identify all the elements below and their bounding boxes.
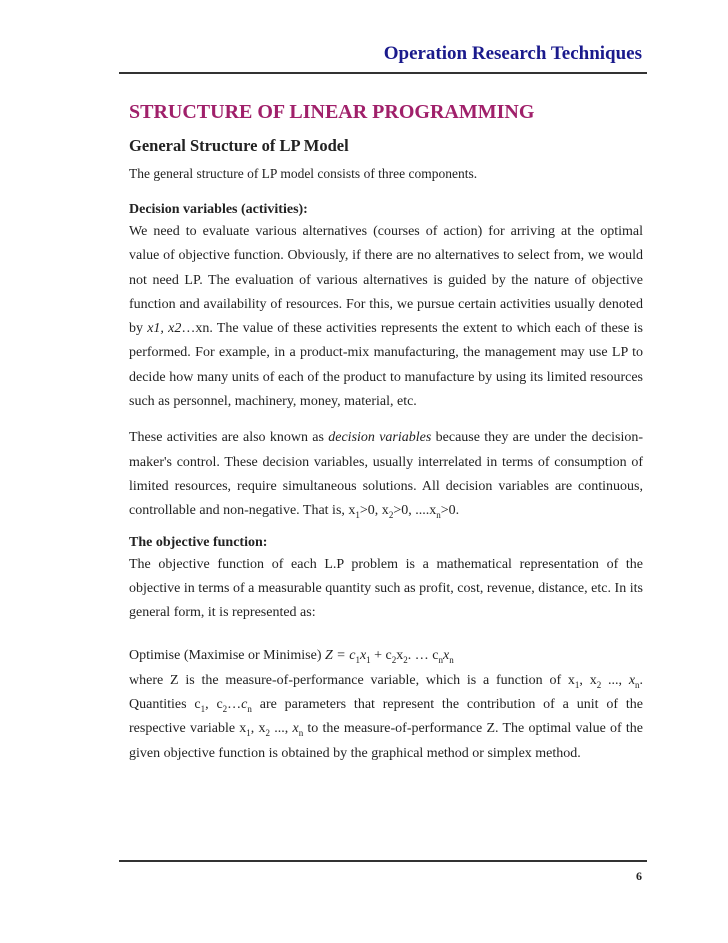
objective-formula: Optimise (Maximise or Minimise) $Z = c_1x_1 + c_2x_2$. … $c_nx_n$ [129, 648, 454, 666]
objective-function-label: The objective function: [129, 534, 268, 550]
objective-explanation-paragraph: where Z is the measure-of-performance variable, which is a function of $x_1$, $x_2$ ..., $x_n$. Quantities $c_1$, $c_2\dots c_n$ are parameters that represent the contribution of a unit of the respective variable $x_1$, $x_2$ ..., $x_n$ to the measure-of-performance Z. The optimal value of the given objective function is obtained by the graphical method or simplex method. [129, 672, 644, 761]
objective-function-paragraph: The objective function of each L.P problem is a mathematical representation of the objective in terms of a measurable quantity such as profit, cost, revenue, distance, etc. In its general form, it is represented as: [129, 556, 643, 621]
decision-variables-paragraph-2: These activities are also known as decision variables because they are under the decision-maker's control. These decision variables, usually interrelated in terms of consumption of limited resources, require simultaneous solutions. All decision variables are continuous, controllable and non-negative. That is, $x_1>0$, $x_2>0$, $....x_n>0$. [129, 430, 643, 521]
header-divider [119, 72, 647, 74]
subsection-heading: General Structure of LP Model [129, 136, 349, 155]
decision-variables-paragraph-1: We need to evaluate various alternatives (courses of action) for arriving at the optimal value of objective function. Obviously, if there are no alternatives to select from, we would not need LP. The evaluation of various alternatives is guided by the nature of objective function and availability of resources. For this, we pursue certain activities usually denoted by x1, x2…xn. The value of these activities represents the extent to which each of these is performed. For example, in a product-mix manufacturing, the management may use LP to decide how many units of each of the product to manufacture by using its limited resources such as personnel, machinery, money, material, etc. [129, 224, 644, 410]
section-title: STRUCTURE OF LINEAR PROGRAMMING [129, 101, 535, 123]
intro-paragraph: The general structure of LP model consists of three components. [129, 166, 478, 181]
page-body [129, 98, 643, 766]
footer-divider [119, 860, 647, 862]
decision-variables-label: Decision variables (activities): [129, 202, 308, 217]
page-number: 6 [636, 869, 642, 883]
running-header-title: Operation Research Techniques [383, 43, 642, 64]
